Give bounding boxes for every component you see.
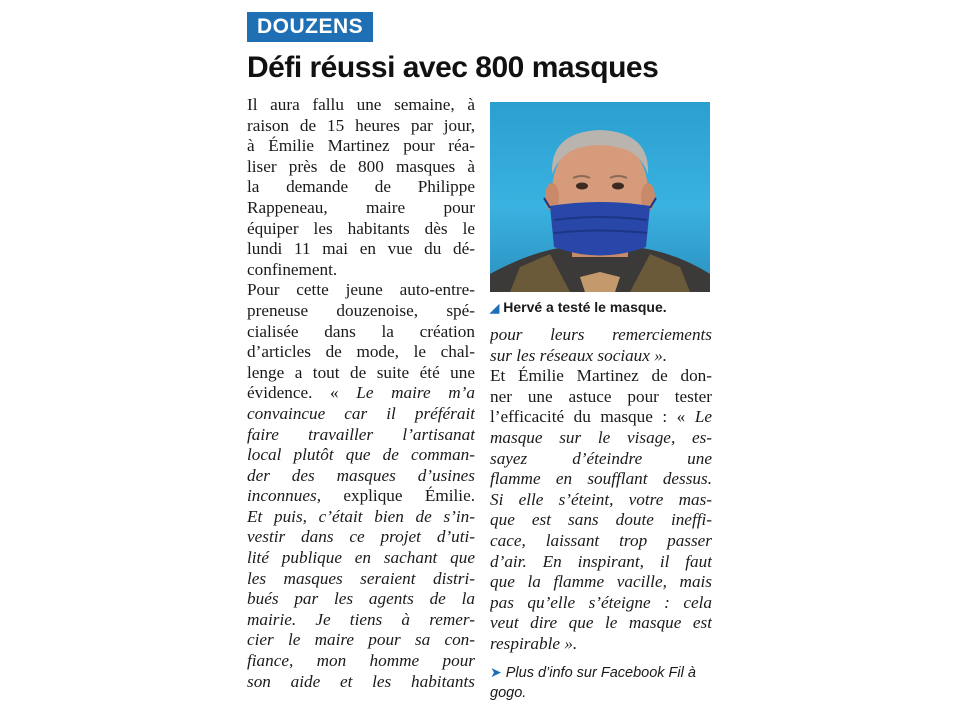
col2-line: ner une astuce pour tester bbox=[490, 386, 712, 406]
col1-line: cialisée dans la création bbox=[247, 321, 475, 341]
col2-line: l’efficacité du masque : « Le bbox=[490, 407, 712, 427]
col1-line: bués par les agents de la bbox=[247, 589, 475, 609]
col1-line: équiper les habitants dès le bbox=[247, 218, 475, 238]
col1-line: vestir dans ce projet d’uti- bbox=[247, 527, 475, 547]
more-info bbox=[490, 662, 720, 703]
section-tag: DOUZENS bbox=[247, 12, 373, 42]
col1-line: à Émilie Martinez pour réa- bbox=[247, 136, 475, 156]
col2-line: sur les réseaux sociaux ». bbox=[490, 345, 668, 365]
col1-line: lenge a tout de suite été une bbox=[247, 362, 475, 382]
col1-line: Il aura fallu une semaine, à bbox=[247, 95, 475, 114]
col2-line: pas qu’elle s’éteigne : cela bbox=[490, 592, 712, 612]
col1-line: preneuse douzenoise, spé- bbox=[247, 300, 475, 320]
col1-line: d’articles de mode, le chal- bbox=[247, 342, 475, 362]
col1-line: confinement. bbox=[247, 259, 338, 279]
caption-text: Hervé a testé le masque. bbox=[503, 299, 667, 315]
col2-line: respirable ». bbox=[490, 633, 578, 653]
col1-line: liser près de 800 masques à bbox=[247, 156, 475, 176]
article-headline: Défi réussi avec 800 masques bbox=[247, 51, 659, 84]
col2-line: que est sans doute ineffi- bbox=[490, 510, 712, 530]
col1-line: local plutôt que de comman- bbox=[247, 445, 475, 465]
col2-line: que la flamme vacille, mais bbox=[490, 572, 712, 592]
col1-line: fiance, mon homme pour bbox=[247, 651, 475, 671]
col2-line: veut dire que le masque est bbox=[490, 613, 712, 633]
col2-line: flamme en soufflant dessus. bbox=[490, 469, 712, 489]
col1-line: Rappeneau, maire pour bbox=[247, 197, 475, 217]
article-photo bbox=[490, 102, 710, 292]
col1-line: les masques seraient distri- bbox=[247, 568, 475, 588]
arrow-icon: ➤ bbox=[490, 664, 502, 680]
col1-line: cier le maire pour sa con- bbox=[247, 630, 475, 650]
col1-line: convaincue car il préférait bbox=[247, 403, 475, 423]
col2-line: sayez d’éteindre une bbox=[490, 448, 712, 468]
col1-line: der des masques d’usines bbox=[247, 465, 475, 485]
col2-line: Si elle s’éteint, votre mas- bbox=[490, 489, 712, 509]
col2-line: pour leurs remerciements bbox=[490, 325, 712, 344]
col1-line: lité publique en sachant que bbox=[247, 548, 475, 568]
col2-line: masque sur le visage, es- bbox=[490, 427, 712, 447]
col1-line: lundi 11 mai en vue du dé- bbox=[247, 239, 475, 259]
col1-line: évidence. « Le maire m’a bbox=[247, 383, 475, 403]
article-column-2 bbox=[490, 325, 712, 655]
portrait-illustration bbox=[490, 102, 710, 292]
col1-line: Pour cette jeune auto-entre- bbox=[247, 280, 475, 300]
caption-marker-icon: ◢ bbox=[490, 301, 500, 315]
col1-line: la demande de Philippe bbox=[247, 177, 475, 197]
col1-line: Et puis, c’était bien de s’in- bbox=[247, 506, 475, 526]
article-column-1 bbox=[247, 95, 475, 692]
photo-caption bbox=[490, 298, 712, 317]
col2-line: Et Émilie Martinez de don- bbox=[490, 366, 712, 386]
col1-line: mairie. Je tiens à remer- bbox=[247, 609, 475, 629]
more-info-text: Plus d’info sur Facebook Fil à gogo. bbox=[490, 665, 696, 701]
col2-line: d’air. En inspirant, il faut bbox=[490, 551, 712, 571]
col1-line: raison de 15 heures par jour, bbox=[247, 115, 475, 135]
col1-line: faire travailler l’artisanat bbox=[247, 424, 475, 444]
col2-line: cace, laissant trop passer bbox=[490, 530, 712, 550]
col1-line: son aide et les habitants bbox=[247, 671, 475, 691]
col1-line: inconnues, explique Émilie. bbox=[247, 486, 475, 506]
